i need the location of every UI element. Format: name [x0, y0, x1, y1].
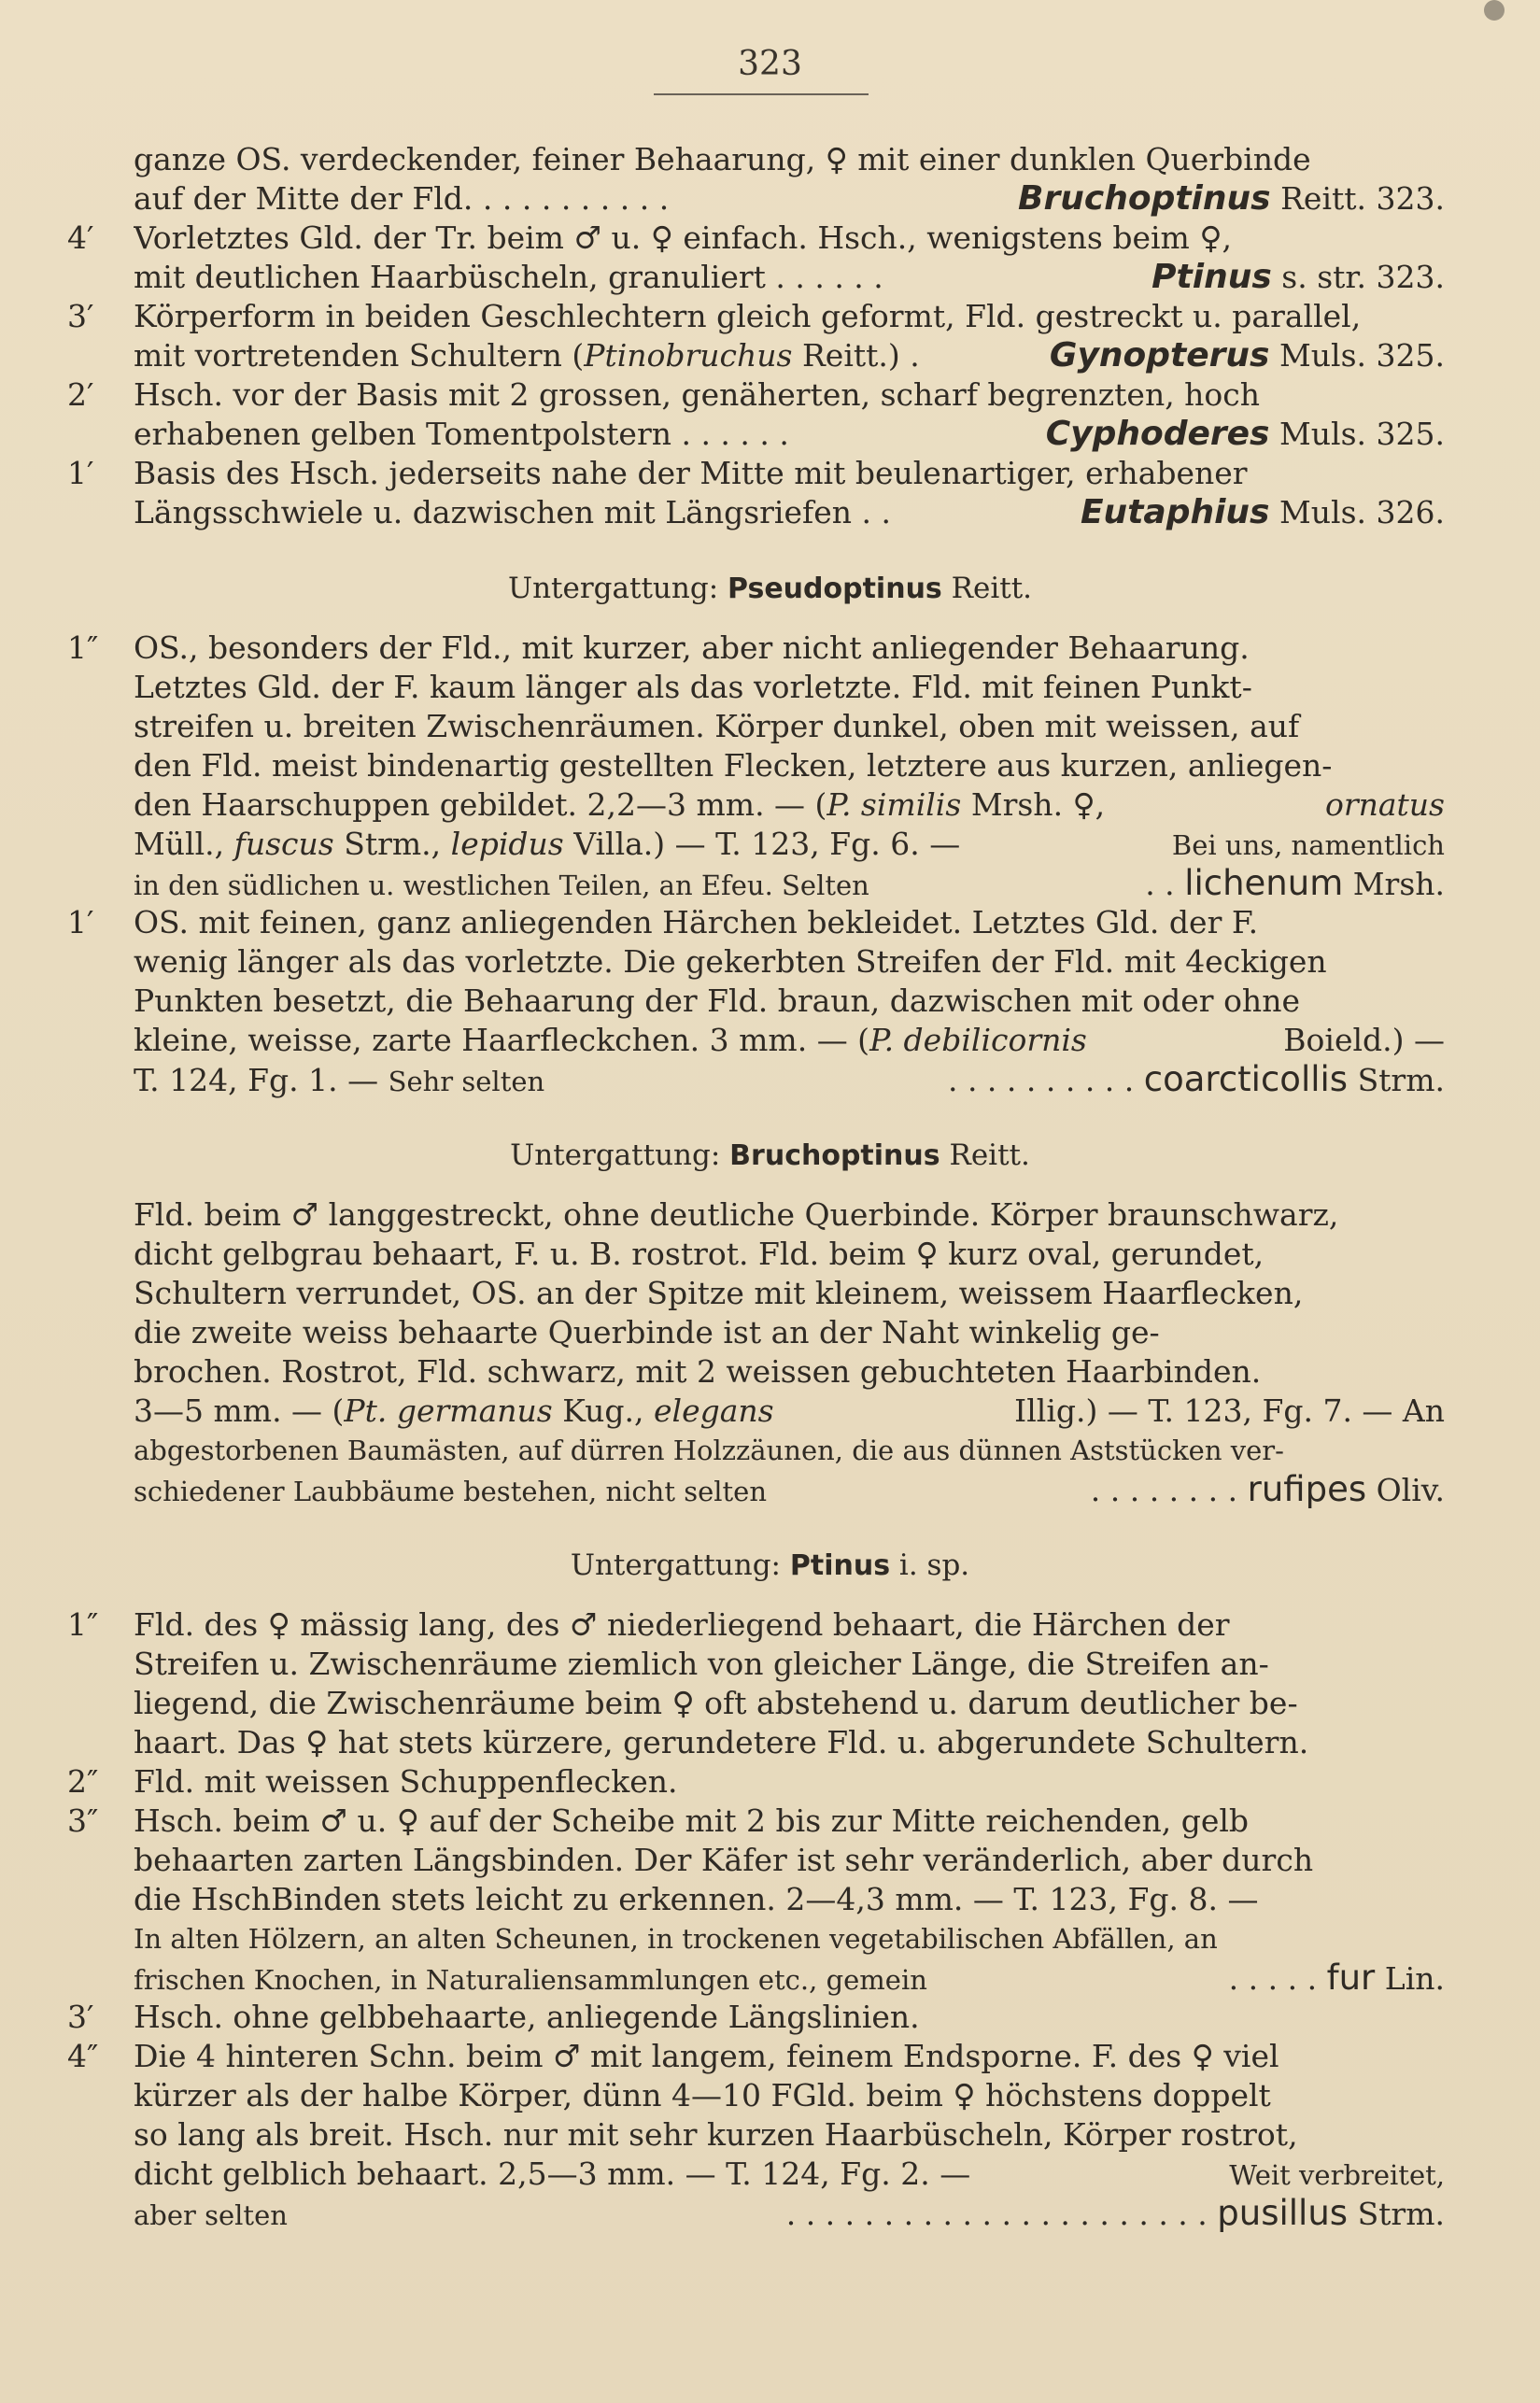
couplet-number: 3′: [67, 1999, 94, 2035]
text-line: Schultern verrundet, OS. an der Spitze mit kleinem, weissem Haarflecken,: [134, 1275, 1304, 1311]
text-line: Basis des Hsch. jederseits nahe der Mitte mit beulenartiger, erhabener: [134, 455, 1248, 491]
text-line: OS., besonders der Fld., mit kurzer, aber nicht anliegender Behaarung.: [134, 629, 1250, 666]
couplet-number: 2′: [67, 376, 94, 413]
header-rule: [654, 93, 869, 95]
text-line: streifen u. breiten Zwischenräumen. Körper dunkel, oben mit weissen, auf: [134, 708, 1300, 744]
couplet-number: 1′: [67, 455, 94, 491]
text-line: Vorletztes Gld. der Tr. beim ♂ u. ♀ einfach. Hsch., wenigstens beim ♀,: [134, 219, 1232, 256]
species-name: coarcticollis: [1143, 1060, 1349, 1099]
couplet-number: 4′: [67, 219, 94, 256]
subgenus-heading-bruchoptinus: Untergattung: Bruchoptinus Reitt.: [510, 1138, 1030, 1172]
text-line: behaarten zarten Längsbinden. Der Käfer ist sehr veränderlich, aber durch: [134, 1842, 1314, 1878]
text-line: Letztes Gld. der F. kaum länger als das vorletzte. Fld. mit feinen Punkt-: [134, 669, 1252, 705]
text-line: Fld. des ♀ mässig lang, des ♂ niederliegend behaart, die Härchen der: [134, 1606, 1230, 1643]
text-line: aber selten . . . . . . . . . . . . . . . . . . . . . . pusillus Strm.: [134, 2194, 1445, 2233]
text-line: Hsch. ohne gelbbehaarte, anliegende Längslinien.: [134, 1999, 920, 2035]
couplet-number: 3′: [67, 298, 94, 334]
species-name: fur: [1326, 1958, 1376, 1998]
text-line: kleine, weisse, zarte Haarfleckchen. 3 mm. — (P. debilicornis Boield.) —: [134, 1022, 1445, 1058]
text-line: Müll., fuscus Strm., lepidus Villa.) — T. 123, Fg. 6. — Bei uns, namentlich: [134, 826, 1445, 862]
text-line: Hsch. vor der Basis mit 2 grossen, genäherten, scharf begrenzten, hoch: [134, 376, 1261, 413]
text-line: frischen Knochen, in Naturaliensammlungen etc., gemein . . . . . fur Lin.: [134, 1958, 1445, 1998]
text-line: 3—5 mm. — (Pt. germanus Kug., elegans Illig.) — T. 123, Fg. 7. — An: [134, 1392, 1445, 1429]
couplet-number: 1′: [67, 904, 94, 940]
couplet-number: 1″: [67, 629, 99, 666]
subgenus-heading-pseudoptinus: Untergattung: Pseudoptinus Reitt.: [507, 572, 1033, 605]
couplet-number: 2″: [67, 1763, 99, 1800]
text-line: Fld. mit weissen Schuppenflecken.: [134, 1763, 678, 1800]
species-name: lichenum: [1184, 864, 1344, 903]
text-line: liegend, die Zwischenräume beim ♀ oft abstehend u. darum deutlicher be-: [134, 1685, 1298, 1721]
text-line: dicht gelbgrau behaart, F. u. B. rostrot. Fld. beim ♀ kurz oval, gerundet,: [134, 1236, 1264, 1272]
text-line: den Fld. meist bindenartig gestellten Flecken, letztere aus kurzen, anliegen-: [134, 747, 1333, 784]
text-line: die zweite weiss behaarte Querbinde ist an der Naht winkelig ge-: [134, 1314, 1160, 1350]
text-line: haart. Das ♀ hat stets kürzere, gerundetere Fld. u. abgerundete Schultern.: [134, 1724, 1309, 1760]
text-line: T. 124, Fg. 1. — Sehr selten . . . . . . . . . . coarcticollis Strm.: [134, 1060, 1445, 1099]
text-line: dicht gelblich behaart. 2,5—3 mm. — T. 124, Fg. 2. — Weit verbreitet,: [134, 2156, 1445, 2192]
page-number: 323: [738, 45, 802, 83]
text-line: Längsschwiele u. dazwischen mit Längsriefen . . Eutaphius Muls. 326.: [134, 493, 1445, 531]
couplet-number: 3″: [67, 1802, 99, 1839]
text-line: in den südlichen u. westlichen Teilen, an Efeu. Selten . . lichenum Mrsh.: [134, 864, 1445, 903]
genus-name: Ptinus: [1151, 258, 1272, 296]
genus-name: Cyphoderes: [1045, 415, 1270, 453]
text-line: Fld. beim ♂ langgestreckt, ohne deutliche Querbinde. Körper braunschwarz,: [134, 1196, 1339, 1233]
text-line: mit vortretenden Schultern (Ptinobruchus Reitt.) . Gynopterus Muls. 325.: [134, 336, 1445, 375]
species-name: pusillus: [1217, 2194, 1349, 2233]
text-line: Punkten besetzt, die Behaarung der Fld. braun, dazwischen mit oder ohne: [134, 982, 1300, 1019]
text-line: Körperform in beiden Geschlechtern gleich geformt, Fld. gestreckt u. parallel,: [134, 298, 1362, 334]
text-line: OS. mit feinen, ganz anliegenden Härchen bekleidet. Letztes Gld. der F.: [134, 904, 1259, 940]
text-line: Die 4 hinteren Schn. beim ♂ mit langem, feinem Endsporne. F. des ♀ viel: [134, 2038, 1279, 2074]
text-line: brochen. Rostrot, Fld. schwarz, mit 2 weissen gebuchteten Haarbinden.: [134, 1353, 1262, 1390]
species-name: rufipes: [1247, 1470, 1367, 1509]
text-line: Streifen u. Zwischenräume ziemlich von gleicher Länge, die Streifen an-: [134, 1646, 1269, 1682]
ink-spot: [1484, 0, 1505, 21]
genus-name: Gynopterus: [1049, 336, 1270, 375]
subgenus-heading-ptinus: Untergattung: Ptinus i. sp.: [570, 1548, 970, 1582]
text-line: so lang als breit. Hsch. nur mit sehr kurzen Haarbüscheln, Körper rostrot,: [134, 2116, 1298, 2153]
genus-name: Eutaphius: [1080, 493, 1270, 531]
couplet-number: 4″: [67, 2038, 99, 2074]
text-line: kürzer als der halbe Körper, dünn 4—10 FGld. beim ♀ höchstens doppelt: [134, 2077, 1271, 2113]
text-line: die HschBinden stets leicht zu erkennen. 2—4,3 mm. — T. 123, Fg. 8. —: [134, 1881, 1259, 1917]
text-line: auf der Mitte der Fld. . . . . . . . . . . Bruchoptinus Reitt. 323.: [134, 179, 1445, 218]
text-line: Hsch. beim ♂ u. ♀ auf der Scheibe mit 2 bis zur Mitte reichenden, gelb: [134, 1802, 1250, 1839]
text-line: schiedener Laubbäume bestehen, nicht selten . . . . . . . . rufipes Oliv.: [134, 1470, 1445, 1509]
couplet-number: 1″: [67, 1606, 99, 1643]
genus-name: Bruchoptinus: [1018, 179, 1271, 218]
text-line: ganze OS. verdeckender, feiner Behaarung, ♀ mit einer dunklen Querbinde: [134, 141, 1311, 177]
text-line: In alten Hölzern, an alten Scheunen, in trockenen vegetabilischen Abfällen, an: [134, 1923, 1218, 1955]
text-line: abgestorbenen Baumästen, auf dürren Holzzäunen, die aus dünnen Aststücken ver-: [134, 1435, 1284, 1466]
text-line: den Haarschuppen gebildet. 2,2—3 mm. — (P. similis Mrsh. ♀, ornatus: [134, 786, 1445, 823]
text-line: erhabenen gelben Tomentpolstern . . . . . . Cyphoderes Muls. 325.: [134, 415, 1445, 453]
text-line: mit deutlichen Haarbüscheln, granuliert . . . . . . Ptinus s. str. 323.: [134, 258, 1445, 296]
text-line: wenig länger als das vorletzte. Die gekerbten Streifen der Fld. mit 4eckigen: [134, 943, 1327, 980]
